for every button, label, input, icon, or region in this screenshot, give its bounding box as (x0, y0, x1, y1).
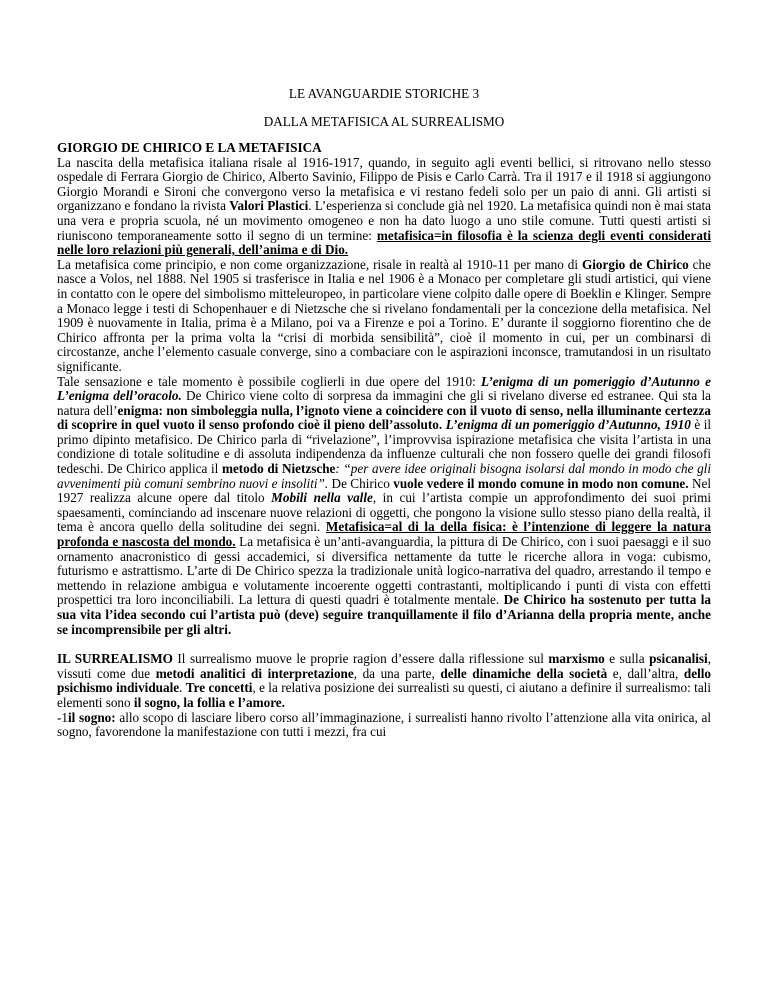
text-bold: metodi analitici di interpretazione (155, 665, 354, 681)
paragraph-gap (57, 637, 711, 652)
artwork-title: L’enigma di un pomeriggio d’Autunno e L’enigma dell’oracolo. (57, 373, 712, 404)
text: allo scopo di lasciare libero corso all’immaginazione, i surrealisti hanno rivolto l’attenzione alla vita onirica, al sogno, favorendone la manifestazione con tutti i mezzi, fra cui (57, 709, 711, 740)
text-bold: dello psichismo individuale (57, 665, 711, 696)
text: è il primo dipinto metafisico. De Chirico parla di “rivelazione”, l’improvvisa ispirazione metafisica che visita l’artista in una condizione di totale solitudine e di assoluta indipendenza da influenze culturali che non fossero quelle dei grandi filosofi tedeschi. De Chirico applica il (57, 417, 712, 477)
text: , in cui l’artista compie un approfondimento dei suoi primi spaesamenti, cominciando ad inscenare nuove relazioni di oggetti, che pongono la visione sullo stesso piano della realtà, il tema è ancora quello della solitudine dei segni. (57, 490, 712, 535)
text: , e la relativa posizione dei surrealisti su questi, ci aiutano a definire il surrealismo: tali elementi sono (57, 680, 712, 710)
text: e sulla (604, 651, 650, 667)
section-heading-de-chirico: GIORGIO DE CHIRICO E LA METAFISICA (57, 140, 322, 155)
quote: : “per avere idee originali bisogna isolarsi dal mondo in modo che gli avvenimenti più comuni sembrino nuovi e insoliti”. (57, 461, 711, 491)
text: La metafisica è un’anti-avanguardia, la pittura di De Chirico, con i suoi paesaggi e il suo ornamento anacronistico di gessi accademici, si diversifica nettamente da tutte le ricerche allora in voga: cubismo, futurismo e astrattismo. L’arte di De Chirico spezza la tradizionale unità logico-narrativa del quadro, arrestando il tempo e mettendo in relazione ambigua e volutamente incoerente oggetti contrastanti, moltiplicando i punti di vista con effetti prospettici tra loro inconciliabili. La lettura di questi quadri è totalmente mentale. (57, 534, 711, 608)
section-heading-surrealism: IL SURREALISMO (57, 651, 173, 667)
text-bold: psicanalisi (649, 651, 708, 667)
definition-underlined: Metafisica=al di la della fisica: è l’intenzione di leggere la natura profonda e nascosta del mondo. (57, 519, 711, 550)
paragraph-surrealism (57, 652, 711, 710)
paragraph-biography (57, 258, 711, 375)
text: La metafisica come principio, e non come organizzazione, risale in realtà al 1910-11 per mano di (57, 256, 582, 272)
document-subtitle: DALLA METAFISICA AL SURREALISMO (263, 114, 505, 129)
document-title: LE AVANGUARDIE STORICHE 3 (288, 86, 480, 101)
text-bold: il sogno: (68, 709, 116, 725)
text: Nel 1927 realizza alcune opere dal titolo (57, 475, 711, 506)
text: e, dall’altra, (607, 665, 684, 681)
text: . L’esperienza si conclude già nel 1920. La metafisica quindi non è mai stata una vera e propria scuola, né un movimento omogeneo e non ha dato luogo a uno stile comune. Tutti questi artisti si riuniscono temporaneamente sotto il segno di un termine: (57, 198, 711, 243)
text-bold: De Chirico ha sostenuto per tutta la sua vita l’idea secondo cui l’artista può (deve) seguire tranquillamente il filo d’Arianna della propria mente, anche se incomprensibile per gli altri. (57, 592, 711, 637)
artwork-title: Mobili nella valle (271, 490, 373, 506)
text-bold: Valori Plastici (229, 198, 309, 214)
definition-underlined: metafisica=in filosofia è la scienza degli eventi considerati nelle loro relazioni più generali, dell’anima e di Dio. (57, 227, 711, 258)
text: Tale sensazione e tale momento è possibile coglierli in due opere del 1910: (57, 373, 482, 389)
text-bold: Giorgio de Chirico (581, 256, 689, 272)
text: De Chirico (328, 475, 394, 491)
text-bold: il sogno, la follia e l’amore. (133, 694, 285, 710)
text: , vissuti come due (57, 651, 711, 681)
text: che nasce a Volos, nel 1888. Nel 1905 si trasferisce in Italia e nel 1906 è a Monaco per completare gli studi artistici, qui viene in contatto con le opere del simbolismo mitteleuropeo, in particolare viene colpito dalle opere di Boeklin e Klinger. Sempre a Monaco legge i testi di Schopenhauer e di Nietzsche che si rivelano fondamentali per la concezione della metafisica. Nel 1909 è nuovamente in Italia, prima è a Milano, poi va a Firenze e poi a Torino. E’ durante il soggiorno fiorentino che de Chirico affronta per la prima volta la “crisi di morbida sensibilità”, cioè il momento in cui, per un combinarsi di circostanze, anche l’elemento casuale converge, sino a combaciare con le aspirazioni inconsce, tramutandosi in un risultato significante. (57, 256, 711, 374)
paragraph-dream (57, 711, 711, 740)
paragraph-origins (57, 156, 711, 258)
artwork-title: L’enigma di un pomeriggio d’Autunno, 1910 (445, 417, 691, 433)
text-bold: vuole vedere il mondo comune in modo non comune. (393, 475, 689, 491)
text-bold: enigma: non simboleggia nulla, l’ignoto viene a coincidere con il vuoto di senso, nella illuminante certezza di scoprire in quel vuoto il senso profondo cioè il pieno dell’assoluto. (57, 402, 711, 433)
text-bold: Tre concetti (185, 680, 253, 696)
text-bold: metodo di Nietzsche (221, 461, 336, 477)
text-bold: delle dinamiche della società (440, 665, 608, 681)
list-marker: -1 (57, 709, 68, 725)
paragraph-enigma (57, 375, 711, 638)
text: De Chirico viene colto di sorpresa da immagini che gli si rivelano diverse ed estranee. Qui sta la natura dell’ (57, 388, 711, 418)
text: Il surrealismo muove le proprie ragion d’essere dalla riflessione sul (172, 651, 549, 667)
text: , da una parte, (353, 665, 441, 681)
text: La nascita della metafisica italiana risale al 1916-1917, quando, in seguito agli eventi bellici, si ritrovano nello stesso ospedale di Ferrara Giorgio de Chirico, Alberto Savinio, Filippo de Pisis e Carlo Carrà. Tra il 1917 e il 1918 si aggiungono Giorgio Morandi e Sironi che convergono verso la metafisica e vi restano fedeli solo per un paio di anni. Gli artisti si organizzano e fondano la rivista (57, 154, 711, 214)
text: . (179, 680, 186, 696)
text-bold: marxismo (548, 651, 605, 667)
